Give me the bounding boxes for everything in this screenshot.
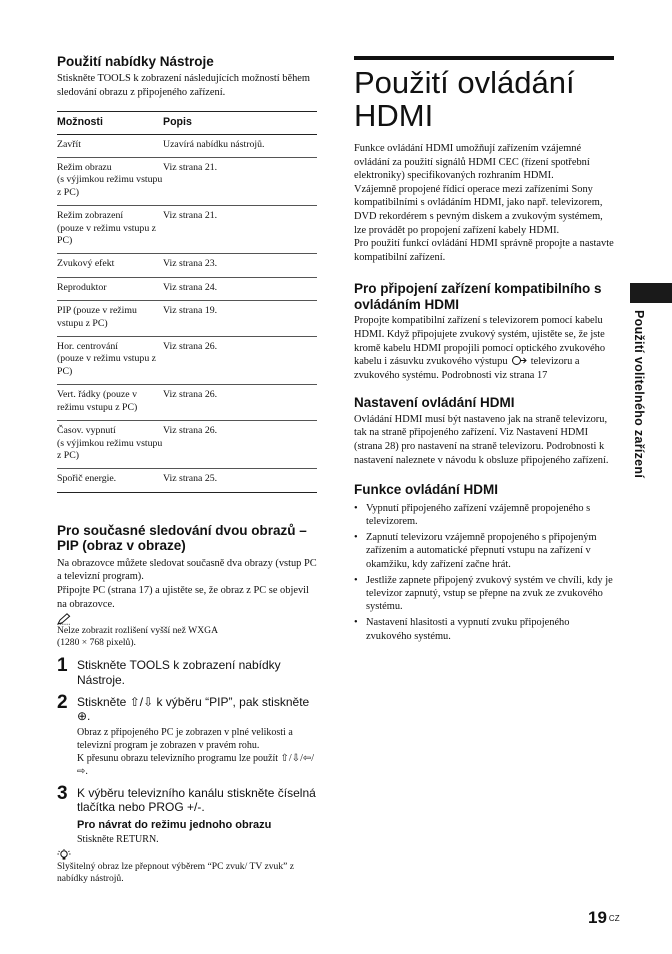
tools-table-body: [57, 134, 317, 492]
hdmi-intro: Funkce ovládání HDMI umožňují zařízením vzájemné ovládání za použití signálů HDMI CEC (řízení spotřební elektroniky) specifikovaných rozhraním HDMI. Vzájemně propojené řídicí operace mezi zařízeními Sony kompatibilními s ovládáním HDMI, jako např. televizorem, DVD rekordérem s pevným diskem a zvukovým systémem, lze provádět po propojení zařízení kabely HDMI. Pro použití funkcí ovládání HDMI správně propojte a nastavte kompatibilní zařízení.: [354, 143, 614, 263]
table-cell-option: Reproduktor: [57, 277, 163, 300]
tools-heading: Použití nabídky Nástroje: [57, 54, 214, 69]
step-2: [57, 691, 317, 778]
table-cell-option: Zvukový efekt: [57, 254, 163, 277]
step-1: [57, 655, 317, 687]
step-3-subheading: Pro návrat do režimu jednoho obrazu: [77, 818, 272, 831]
table-cell-description: Viz strana 19.: [163, 301, 317, 337]
table-cell-option: Spořič energie.: [57, 469, 163, 492]
table-row: [57, 206, 317, 254]
table-cell-description: Viz strana 26.: [163, 421, 317, 469]
note-text: Nelze zobrazit rozlišení vyšší než WXGA (1280 × 768 pixelů).: [57, 625, 218, 649]
table-row: [57, 337, 317, 385]
side-tab-text: Použití volitelného zařízení: [632, 310, 646, 479]
table-cell-option: Hor. centrování (pouze v režimu vstupu z PC): [57, 337, 163, 385]
table-row: [57, 301, 317, 337]
table-header-description: Popis: [163, 112, 317, 134]
functions-heading: Funkce ovládání HDMI: [354, 482, 499, 498]
tip-text: Slyšitelný obraz lze přepnout výběrem “PC zvuk/ TV zvuk” z nabídky nástrojů.: [57, 860, 295, 884]
connect-text-part-b: televizoru a zvukového systému. Podrobnosti viz strana 17: [354, 356, 580, 381]
tools-intro: Stiskněte TOOLS k zobrazení následujících možností během sledování obrazu z připojeného zařízení.: [57, 73, 310, 98]
settings-heading: Nastavení ovládání HDMI: [354, 395, 515, 411]
side-tab-label: [632, 310, 654, 500]
right-column: [354, 56, 614, 646]
functions-list: [354, 502, 614, 643]
table-cell-option: Režim obrazu (s výjimkou režimu vstupu z PC): [57, 158, 163, 206]
settings-text: Ovládání HDMI musí být nastaveno jak na straně televizoru, tak na straně připojeného zařízení. Viz Nastavení HDMI (strana 28) pro nastavení na straně televizoru. Podrobnosti k nastavení naleznete v návodu k obsluze připojeného zařízení.: [354, 413, 609, 466]
table-row: [57, 421, 317, 469]
table-row: [57, 277, 317, 300]
table-row: [57, 254, 317, 277]
pip-heading: Pro současné sledování dvou obrazů – PIP (obraz v obraze): [57, 522, 307, 553]
page-number-value: 19: [588, 908, 607, 927]
pencil-note-icon: [57, 613, 71, 625]
step-1-text: Stiskněte TOOLS k zobrazení nabídky Nástroje.: [77, 658, 281, 687]
step-2-text: Stiskněte ⇧/⇩ k výběru “PIP”, pak stiskněte ⊕.: [77, 694, 310, 724]
table-row: [57, 469, 317, 492]
table-cell-description: Viz strana 26.: [163, 337, 317, 385]
table-cell-description: Viz strana 24.: [163, 277, 317, 300]
step-2-subtext: Obraz z připojeného PC je zobrazen v plné velikosti a televizní program je zobrazen v pravém rohu. K přesunu obrazu televizního programu lze použít ⇧/⇩/⇦/⇨.: [77, 726, 315, 777]
table-row: [57, 158, 317, 206]
table-cell-option: PIP (pouze v režimu vstupu z PC): [57, 301, 163, 337]
title-rule: [354, 56, 614, 60]
optical-audio-output-icon: [511, 355, 527, 366]
page-number: [588, 908, 620, 928]
step-1-number: 1: [57, 655, 68, 677]
list-item: • Vypnutí připojeného zařízení vzájemně propojeného s televizorem.: [354, 502, 614, 528]
left-column: [57, 54, 317, 885]
list-item: • Jestliže zapnete připojený zvukový systém ve chvíli, kdy je televizor zapnutý, vstup se přepne na zvuk ze zvukového systému.: [354, 574, 614, 614]
connect-text: [354, 314, 614, 382]
table-cell-description: Viz strana 21.: [163, 158, 317, 206]
tools-table: [57, 111, 317, 493]
list-item: • Zapnutí televizoru vzájemně propojeného s připojeným zařízením a automatické přepnutí vstupu na zařízení v okamžiku, kdy zařízení začne hrát.: [354, 531, 614, 571]
side-tab-marker: [630, 283, 672, 303]
lightbulb-tip-icon: [57, 849, 71, 861]
page-language-code: CZ: [608, 914, 620, 923]
step-3-text: K výběru televizního kanálu stiskněte číselná tlačítka nebo PROG +/-.: [77, 785, 316, 815]
step-3-subtext: Stiskněte RETURN.: [77, 833, 159, 845]
connect-heading: Pro připojení zařízení kompatibilního s ovládáním HDMI: [354, 281, 602, 312]
connect-text-part-a: Propojte kompatibilní zařízení s televizorem pomocí kabelu HDMI. Když připojujete zvukový systém, ujistěte se, že jste kromě kabelu HDMI propojili pomocí optického zvukového kabelu i zásuvku zvukového výstupu: [354, 315, 606, 368]
table-cell-description: Viz strana 21.: [163, 206, 317, 254]
table-cell-description: Uzavírá nabídku nástrojů.: [163, 134, 317, 157]
table-header-row: [57, 112, 317, 134]
step-3-number: 3: [57, 782, 68, 804]
table-header-options: Možnosti: [57, 112, 163, 134]
table-cell-description: Viz strana 25.: [163, 469, 317, 492]
table-cell-option: Časov. vypnutí (s výjimkou režimu vstupu z PC): [57, 421, 163, 469]
table-row: [57, 134, 317, 157]
pip-intro: Na obrazovce můžete sledovat současně dva obrazy (vstup PC a televizní program). Připojte PC (strana 17) a ujistěte se, že obraz z PC se objevil na obrazovce.: [57, 557, 317, 610]
table-cell-description: Viz strana 23.: [163, 254, 317, 277]
page-title: Použití ovládání HDMI: [354, 65, 575, 133]
table-cell-option: Zavřít: [57, 134, 163, 157]
step-3: [57, 782, 317, 846]
list-item: • Nastavení hlasitosti a vypnutí zvuku připojeného zvukového systému.: [354, 616, 614, 642]
table-cell-description: Viz strana 26.: [163, 385, 317, 421]
step-2-number: 2: [57, 691, 68, 713]
table-row: [57, 385, 317, 421]
table-cell-option: Vert. řádky (pouze v režimu vstupu z PC): [57, 385, 163, 421]
table-cell-option: Režim zobrazení (pouze v režimu vstupu z PC): [57, 206, 163, 254]
